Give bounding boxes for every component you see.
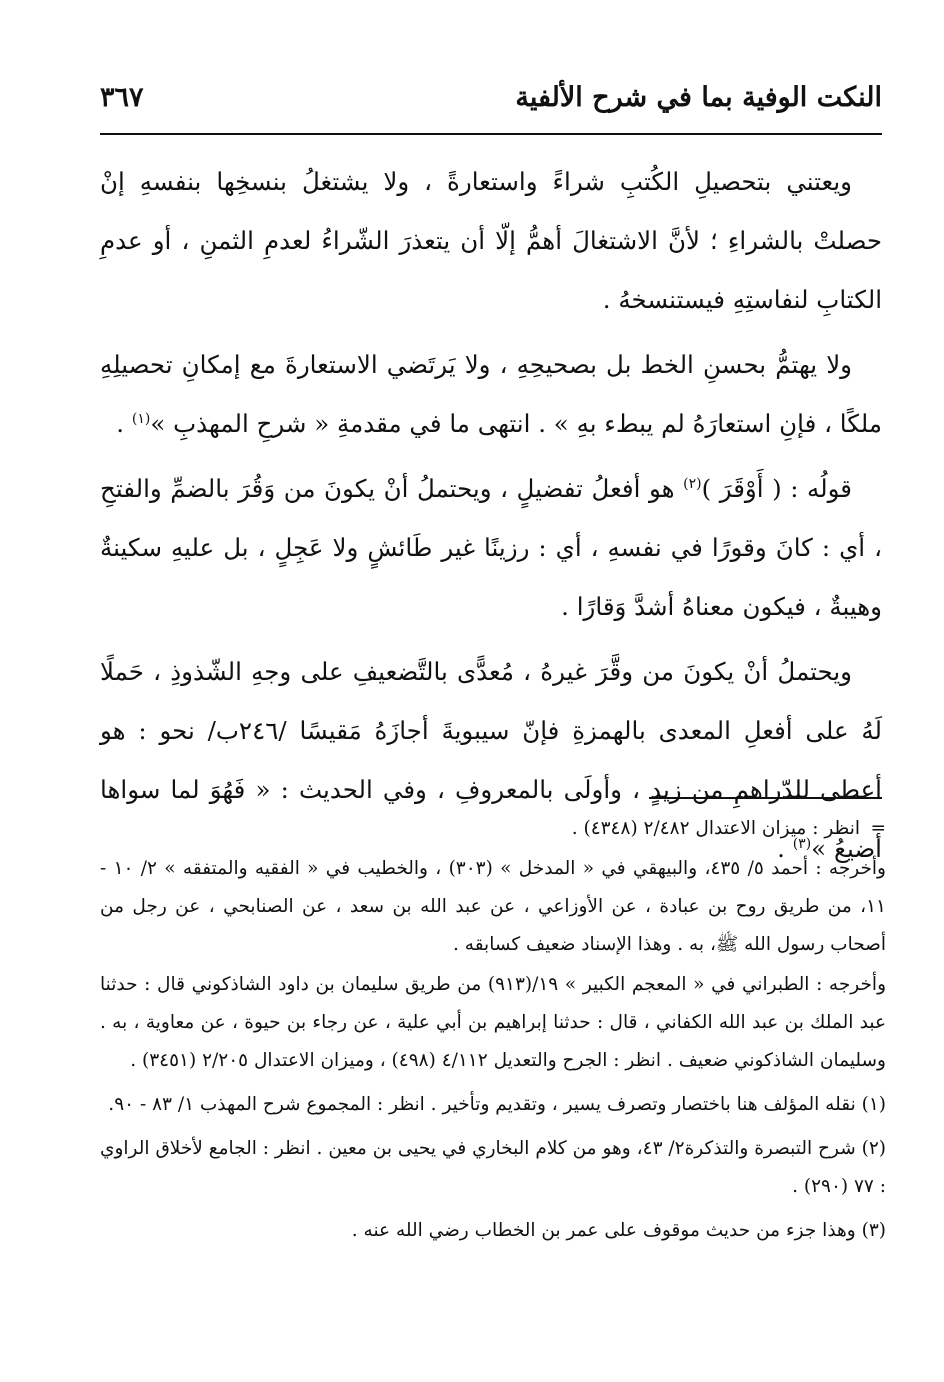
footnote-1: [100, 1086, 886, 1124]
footnote-text: نقله المؤلف هنا باختصار وتصرف يسير ، وتقديم وتأخير . انظر : المجموع شرح المهذب ١/ ٨٣ - ٩٠.: [108, 1094, 856, 1115]
paragraph-3-lead: قولُه : ( أَوْقَرَ ): [701, 474, 853, 503]
footnote-continuation-1: [100, 810, 886, 848]
paragraph-3: [100, 459, 882, 636]
footnote-ref-2: (٢): [683, 475, 702, 492]
page-number: ٣٦٧: [100, 82, 144, 113]
paragraph-2-text: ولا يهتمُّ بحسنِ الخط بل بصحيحِهِ ، ولا يَرتَضي الاستعارةَ مع إمكانِ تحصيلِهِ ملكًا ، فإنِ استعارَهُ لم يبطء بهِ » . انتهى ما في مقدمةِ « شرحِ المهذبِ »: [100, 350, 882, 438]
header-rule: [100, 133, 882, 135]
footnote-number: (١): [861, 1094, 886, 1115]
footnote-ref-1: (١): [131, 410, 151, 427]
footnote-number: (٣): [861, 1220, 886, 1241]
footnotes: [100, 810, 886, 1250]
paragraph-2: [100, 335, 882, 453]
page-header: [100, 82, 882, 122]
footnote-2: [100, 1130, 886, 1206]
footnote-continuation-text: وأخرجه : الطبراني في « المعجم الكبير » ١٩/(٩١٣) من طريق سليمان بن داود الشاذكوني قال : حدثنا عبد الملك بن عبد الله الكفاني ، قال : حدثنا إبراهيم بن أبي علية ، عن رجاء بن حيوة ، عن معاوية ، به . وسليمان الشاذكوني ضعيف . انظر : الجرح والتعديل ٤/١١٢ (٤٩٨) ، وميزان الاعتدال ٢/٢٠٥ (٣٤٥١) .: [100, 974, 887, 1071]
footnote-ref-3: (٣): [792, 835, 812, 852]
footnote-continuation-3: [100, 966, 886, 1080]
footnote-text: شرح التبصرة والتذكرة٢/ ٤٣، وهو من كلام البخاري في يحيى بن معين . انظر : الجامع لأخلاق الراوي : ٧٧ (٢٩٠) .: [100, 1138, 886, 1197]
paragraph-2-end: .: [116, 409, 132, 438]
footnote-separator: [649, 797, 882, 799]
paragraph-3-text: هو أفعلُ تفضيلٍ ، ويحتملُ أنْ يكونَ من وَقُرَ بالضمِّ والفتحِ ، أي : كانَ وقورًا في نفسهِ ، أي : رزينًا غير طَائشٍ ولا عَجِلٍ ، بل عليهِ سكينةٌ وهيبةٌ ، فيكون معناهُ أشدَّ وَقارًا .: [100, 474, 882, 621]
footnote-number: (٢): [861, 1138, 886, 1159]
paragraph-4-end: .: [777, 834, 793, 863]
footnote-3: [100, 1212, 886, 1250]
paragraph-1: [100, 152, 882, 329]
paragraph-1-text: ويعتني بتحصيلِ الكُتبِ شراءً واستعارةً ، ولا يشتغلُ بنسخِها بنفسهِ إنْ حصلتْ بالشراءِ ؛ لأنَّ الاشتغالَ أهمُّ إلّا أن يتعذرَ الشّراءُ لعدمِ الثمنِ ، أو عدمِ الكتابِ لنفاستِهِ فيستنسخهُ .: [100, 167, 882, 314]
footnote-text: وهذا جزء من حديث موقوف على عمر بن الخطاب رضي الله عنه .: [351, 1220, 856, 1241]
main-text: [100, 152, 882, 884]
paragraph-4-text: ويحتملُ أنْ يكونَ من وقَّرَ غيرهُ ، مُعدًّى بالتَّضعيفِ على وجهِ الشّذوذِ ، حَملًا لَهُ على أفعلِ المعدى بالهمزةِ فإنّ سيبويةَ أجازَهُ مَقيسًا /٢٤٦ب/ نحو : هو أعطى للدّراهمِ من زيدٍ ، وأولَى بالمعروفِ ، وفي الحديث : « فَهُوَ لما سواها أضيعُ »: [100, 657, 882, 863]
continuation-marker: =: [870, 818, 886, 839]
running-title: النكت الوفية بما في شرح الألفية: [515, 82, 882, 113]
footnote-continuation-text: وأخرجه : أحمد ٥/ ٤٣٥، والبيهقي في « المدخل » (٣٠٣) ، والخطيب في « الفقيه والمتفقه » ٢/ ١٠ - ١١، من طريق روح بن عبادة ، عن الأوزاعي ، عن عبد الله بن سعد ، عن الصنابحي ، عن رجل من أصحاب رسول الله ﷺ، به . وهذا الإسناد ضعيف كسابقه .: [100, 858, 886, 955]
footnote-continuation-2: [100, 850, 886, 964]
footnote-continuation-text: انظر : ميزان الاعتدال ٢/٤٨٢ (٤٣٤٨) .: [571, 818, 860, 839]
